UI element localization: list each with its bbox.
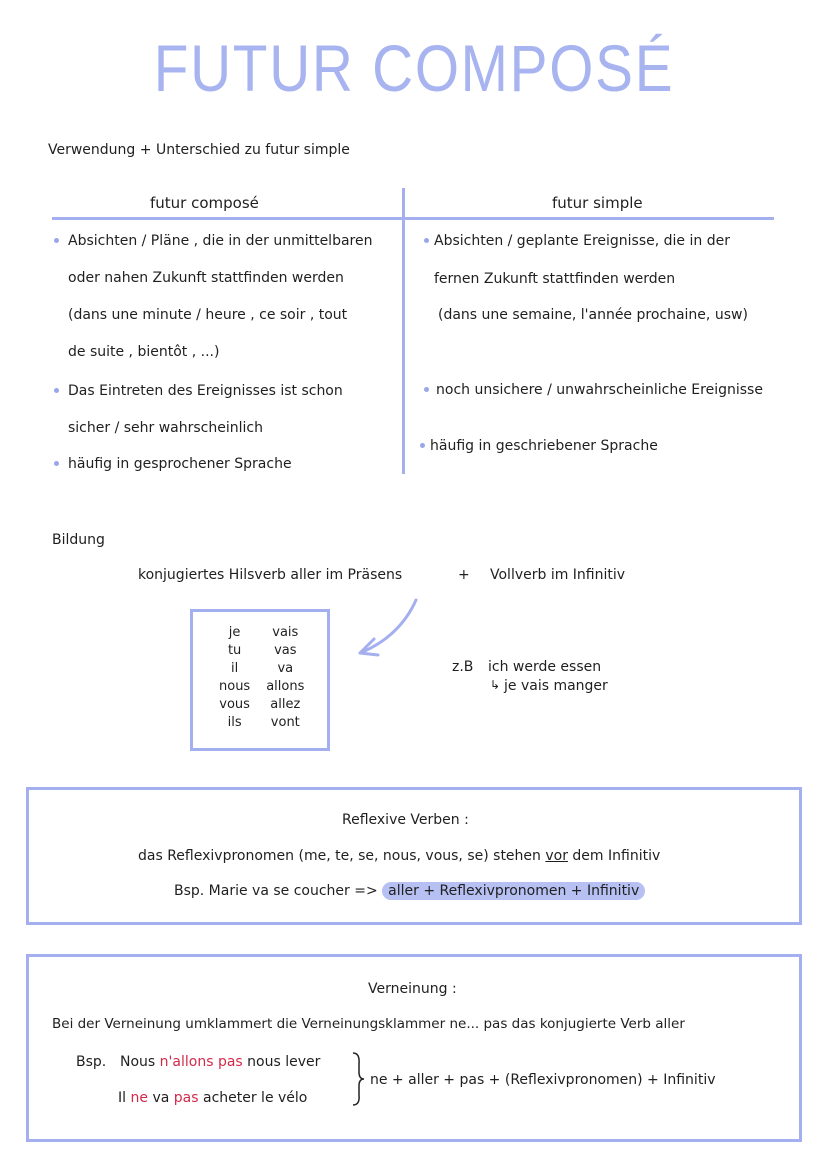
right-bullet-1-line-1: Absichten / geplante Ereignisse, die in der (434, 233, 730, 249)
formation-heading: Bildung (52, 532, 105, 548)
ex2-verb: va (152, 1090, 170, 1106)
reflexive-rule-pre: das Reflexivpronomen (me, te, se, nous, vous, se) stehen (138, 848, 541, 864)
bullet-dot (420, 443, 425, 448)
conjugation-box (190, 609, 330, 751)
conjugation-row (211, 714, 312, 732)
ex1-pas: pas (217, 1054, 243, 1070)
conjugation-row (211, 660, 312, 678)
formula-auxiliary: konjugiertes Hilsverb aller im Präsens (138, 567, 403, 583)
col-header-futur-simple: futur simple (552, 194, 643, 212)
conjugation-pronoun: il (230, 661, 239, 676)
example-label: z.B (452, 659, 474, 675)
reflexive-rule-underlined: vor (545, 848, 568, 864)
conjugation-pronoun: nous (219, 679, 251, 694)
page-title: FUTUR COMPOSÉ (153, 31, 675, 105)
reflexive-rule-post: dem Infinitiv (572, 848, 661, 864)
left-bullet-1-line-2: oder nahen Zukunft stattfinden werden (68, 270, 344, 286)
conjugation-pronoun: tu (227, 643, 242, 658)
conjugation-pronoun: ils (227, 715, 242, 730)
right-bullet-1-line-3: (dans une semaine, l'année prochaine, usw) (438, 307, 748, 323)
conjugation-verb: vais (272, 625, 299, 640)
right-bullet-1-line-2: fernen Zukunft stattfinden werden (434, 271, 676, 287)
negation-example-1 (120, 1054, 320, 1070)
ex2-rest: acheter le vélo (202, 1090, 308, 1106)
example-arrow-icon: ↳ (490, 678, 501, 692)
ex1-rest: nous lever (247, 1054, 321, 1070)
right-bullet-3: häufig in geschriebener Sprache (430, 438, 658, 454)
reflexive-example (174, 883, 645, 899)
left-bullet-2-line-2: sicher / sehr wahrscheinlich (68, 420, 263, 436)
col-header-futur-compose: futur composé (150, 194, 259, 212)
conjugation-verb: allons (266, 679, 305, 694)
conjugation-verb: vont (270, 715, 300, 730)
bullet-dot (424, 387, 429, 392)
negation-example-2 (118, 1090, 307, 1106)
formula-main-verb: Vollverb im Infinitiv (490, 567, 626, 583)
bullet-dot (424, 238, 429, 243)
table-header-divider (52, 217, 774, 220)
conjugation-row (211, 678, 312, 696)
ex2-pas: pas (173, 1090, 199, 1106)
usage-heading: Verwendung + Unterschied zu futur simple (48, 142, 350, 158)
negation-example-label: Bsp. (76, 1054, 107, 1070)
conjugation-verb: vas (274, 643, 297, 658)
negation-heading: Verneinung : (368, 981, 457, 997)
negation-rule: Bei der Verneinung umklammert die Verneinungsklammer ne... pas das konjugierte Verb aller (52, 1016, 685, 1032)
ex2-ne: ne (130, 1090, 148, 1106)
brace-icon (350, 1050, 366, 1108)
conjugation-verb: allez (270, 697, 301, 712)
example-german: ich werde essen (488, 659, 602, 675)
conjugation-pronoun: vous (219, 697, 250, 712)
reflexive-example-highlight: aller + Reflexivpronomen + Infinitiv (382, 882, 645, 900)
bullet-dot (54, 461, 59, 466)
conjugation-row (211, 696, 312, 714)
right-bullet-2: noch unsichere / unwahrscheinliche Ereignisse (436, 382, 763, 398)
ex1-ne: n'allons (159, 1054, 214, 1070)
left-bullet-1-line-4: de suite , bientôt , ...) (68, 344, 220, 360)
conjugation-row (211, 624, 312, 642)
reflexive-heading: Reflexive Verben : (342, 812, 469, 828)
ex2-subject: Il (118, 1090, 127, 1106)
example-french: je vais manger (504, 678, 608, 694)
left-bullet-3: häufig in gesprochener Sprache (68, 456, 292, 472)
reflexive-example-pre: Bsp. Marie va se coucher => (174, 883, 378, 899)
bullet-dot (54, 238, 59, 243)
conjugation-pronoun: je (228, 625, 241, 640)
left-bullet-1-line-3: (dans une minute / heure , ce soir , tout (68, 307, 348, 323)
left-bullet-1-line-1: Absichten / Pläne , die in der unmittelbaren (68, 233, 373, 249)
left-bullet-2-line-1: Das Eintreten des Ereignisses ist schon (68, 383, 343, 399)
arrow-icon (350, 595, 430, 665)
reflexive-rule (138, 848, 660, 864)
conjugation-row (211, 642, 312, 660)
formula-plus: + (458, 567, 470, 583)
negation-formula: ne + aller + pas + (Reflexivpronomen) + Infinitiv (370, 1072, 716, 1088)
bullet-dot (54, 388, 59, 393)
conjugation-verb: va (277, 661, 294, 676)
conjugation-table (211, 624, 312, 732)
ex1-subject: Nous (120, 1054, 156, 1070)
table-column-divider (402, 188, 405, 474)
